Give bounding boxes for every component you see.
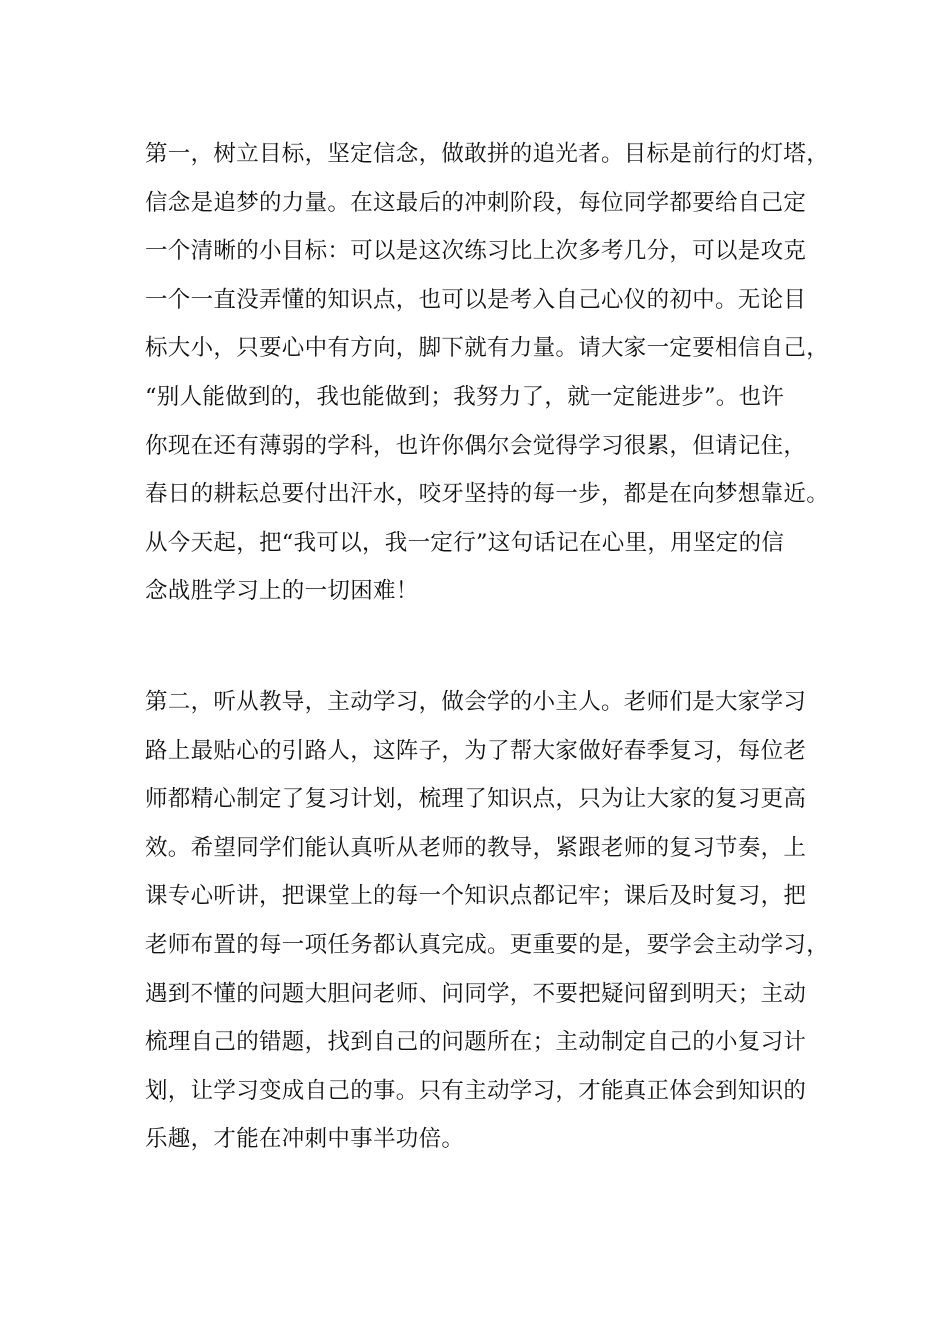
text-line: 你现在还有薄弱的学科，也许你偶尔会觉得学习很累，但请记住， — [145, 432, 807, 459]
text-line: “别人能做到的，我也能做到；我努力了，就一定能进步”。也许 — [145, 383, 785, 410]
text-line: 乐趣，才能在冲刺中事半功倍。 — [145, 1126, 465, 1153]
text-line: 第二，听从教导，主动学习，做会学的小主人。老师们是大家学习 — [145, 689, 807, 715]
text-line: 标大小，只要心中有方向，脚下就有力量。请大家一定要相信自己， — [145, 335, 830, 362]
text-line: 春日的耕耘总要付出汗水，咬牙坚持的每一步，都是在向梦想靠近。 — [145, 481, 830, 508]
text-line: 遇到不懂的问题大胆问老师、问同学，不要把疑问留到明天；主动 — [145, 980, 807, 1007]
paragraph-second — [145, 678, 835, 1164]
paragraph-first — [145, 130, 835, 616]
text-line: 一个一直没弄懂的知识点，也可以是考入自己心仪的初中。无论目 — [145, 286, 807, 313]
text-line: 从今天起，把“我可以，我一定行”这句话记在心里，用坚定的信 — [145, 529, 785, 556]
text-line: 老师布置的每一项任务都认真完成。更重要的是，要学会主动学习， — [145, 931, 830, 958]
text-line: 效。希望同学们能认真听从老师的教导，紧跟老师的复习节奏，上 — [145, 834, 807, 861]
text-line: 梳理自己的错题，找到自己的问题所在；主动制定自己的小复习计 — [145, 1029, 807, 1056]
text-line: 课专心听讲，把课堂上的每一个知识点都记牢；课后及时复习，把 — [145, 883, 807, 910]
text-line: 第一，树立目标，坚定信念，做敢拼的追光者。目标是前行的灯塔， — [145, 141, 830, 167]
text-line: 念战胜学习上的一切困难！ — [145, 578, 419, 605]
text-line: 一个清晰的小目标：可以是这次练习比上次多考几分，可以是攻克 — [145, 238, 807, 265]
text-line: 划，让学习变成自己的事。只有主动学习，才能真正体会到知识的 — [145, 1077, 807, 1104]
text-line: 路上最贴心的引路人，这阵子，为了帮大家做好春季复习，每位老 — [145, 737, 807, 764]
text-line: 信念是追梦的力量。在这最后的冲刺阶段，每位同学都要给自己定 — [145, 189, 807, 216]
text-line: 师都精心制定了复习计划，梳理了知识点，只为让大家的复习更高 — [145, 786, 807, 813]
